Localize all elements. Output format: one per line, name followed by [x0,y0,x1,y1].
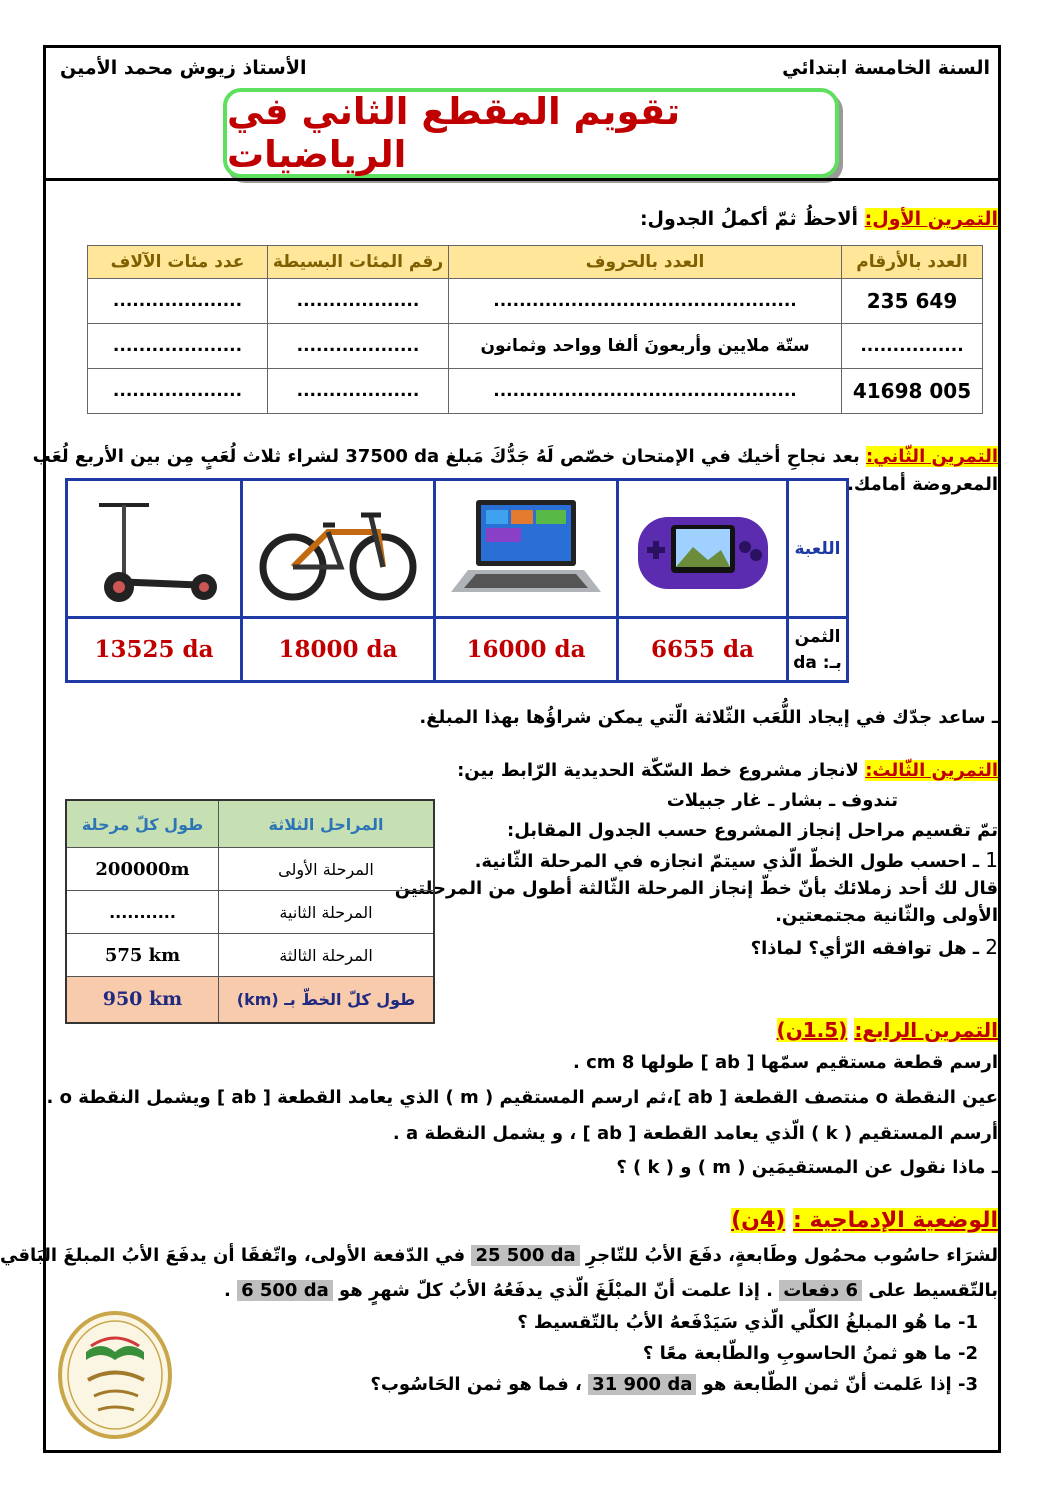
ex3-q2-text: ـ هل توافقه الرّأي؟ لماذا؟ [750,938,979,959]
teacher-name: الأستاذ زيوش محمد الأمين [60,57,307,79]
ex5-line2: بالتّقسيط على 6 دفعات . إذا علمت أنّ المبْلَغَ الّذي يدفَعُهُ الأبُ كلّ شهرٍ هو 6 500 da . [223,1280,998,1301]
title-box [223,88,839,178]
price-scooter: 13525 da [67,618,242,682]
ex3-line5: الأولى والثّانية مجتمعتين. [775,905,998,926]
ex2-label: التمرين الثّاني: [866,446,998,467]
ex3-line3: تمّ تقسيم مراحل إنجاز المشروع حسب الجدول المقابل: [507,820,998,841]
price-laptop: 16000 da [435,618,618,682]
header-divider [43,178,1001,181]
ex2-text1: بعد نجاحِ أخيك في الإمتحان خصّص لَهُ جَدُّكَ مَبلغ [445,446,860,467]
ex1-cell[interactable]: ................... [268,369,449,414]
ex1-cell[interactable]: ................ [842,324,983,369]
ex2-text3: المعروضة أمامك. [847,474,998,495]
ex3-stage: المرحلة الثانية [219,891,435,934]
ex3-total-label: طول كلّ الخطّ بـ (km) [219,977,435,1023]
ex3-line2: تندوف ـ بشار ـ غار جبيلات [666,790,898,811]
ex1-cell[interactable]: .................... [88,369,268,414]
ex5-l2a: بالتّقسيط على [868,1280,998,1301]
ex1-cell: 649 235 [842,279,983,324]
price-bicycle: 18000 da [242,618,435,682]
teacher-seal-logo [56,1310,174,1440]
ex3-header-stage: المراحل الثلاثة [219,800,435,848]
ex5-q1-num: 1- [957,1312,978,1333]
ex3-label: التمرين الثّالث: [865,760,998,781]
ex1-cell: 41698 005 [842,369,983,414]
ex3-table [65,799,435,1024]
ex4-line4: ـ ماذا نقول عن المستقيمَين ( m ) و ( k ) ؟ [616,1157,998,1178]
ex5-q2-num: 2- [957,1343,978,1364]
ex1-header-digits: العدد بالأرقام [842,246,983,279]
price-label-2: بـ: da [793,652,842,673]
ex5-heading [731,1208,998,1233]
ex3-q1-text: ـ احسب طول الخطّ الّذي سيتمّ انجازه في المرحلة الثّانية. [474,851,979,872]
ex1-label: التمرين الأول: [864,208,998,230]
ex5-line1 [0,1245,998,1266]
ex5-amount1: 25 500 da [471,1245,579,1266]
ex5-l1a: لشرَاء حاسُوب محمُول وطَابعةٍ، دفَعَ الأبُ للتّاجرِ [585,1245,998,1266]
ex3-header-length: طول كلّ مرحلة [66,800,219,848]
ex1-table [87,245,983,414]
bicycle-cell [242,480,435,618]
price-game-console: 6655 da [618,618,788,682]
school-level: السنة الخامسة ابتدائي [782,57,990,79]
bicycle-icon [253,487,423,607]
ex1-header-hundreds: رقم المئات البسيطة [268,246,449,279]
page-title: تقويم المقطع الثاني في الرياضيات [227,90,681,176]
ex3-q1-num: 1 [985,848,998,872]
ex3-stage: المرحلة الأولى [219,848,435,891]
game-console-cell [618,480,788,618]
ex5-installments: 6 دفعات [779,1280,862,1301]
ex3-line1 [457,760,998,781]
ex1-cell[interactable]: ................... [268,324,449,369]
ex1-cell[interactable]: .................... [88,324,268,369]
ex1-header-words: العدد بالحروف [449,246,842,279]
ex2-amount: 37500 da [345,446,440,467]
ex5-amount3: 31 900 da [588,1374,696,1395]
ex4-line3: أرسم المستقيم ( k ) الّذي يعامد القطعة [ ab ] ، و يشمل النقطة a . [392,1123,998,1144]
ex4-heading [777,1018,998,1042]
ex5-q3 [370,1374,978,1395]
ex5-points: (4ن) [731,1208,786,1233]
ex3-q2 [751,935,998,959]
ex1-cell[interactable]: ............................................... [449,369,842,414]
ex1-cell[interactable]: ............................................... [449,279,842,324]
ex5-l1b: في الدّفعة الأولى، واتّفقَا أن يدفَعَ الأبُ المبلغَ البَاقي [0,1245,466,1266]
ex4-line1: ارسم قطعة مستقيم سمّها [ ab ] طولها 8 cm . [572,1052,998,1073]
ex1-cell[interactable]: .................... [88,279,268,324]
ex3-q1 [475,848,998,872]
ex1-instruction: ألاحظُ ثمّ أكملُ الجدول: [639,208,858,230]
scooter-cell [67,480,242,618]
ex5-q2-text: ما هو ثمنُ الحاسوبِ والطّابعة معًا ؟ [642,1343,952,1364]
ex5-q3-num: 3- [957,1374,978,1395]
ex3-text1: لانجاز مشروع خط السّكّة الحديدية الرّابط بين: [457,760,859,781]
ex5-q2 [643,1343,978,1364]
ex2-question: ـ ساعد جدّك في إيجاد اللُّعَب الثّلاثة الّتي يمكن شراؤُها بهذا المبلغ. [419,707,998,728]
ex1-header-hundred-thousands: عدد مئات الآلاف [88,246,268,279]
ex2-table [65,478,849,683]
laptop-cell [435,480,618,618]
ex5-q3a: إذا عَلمت أنّ ثمن الطّابعة هو [702,1374,952,1395]
ex3-stage: المرحلة الثالثة [219,934,435,977]
ex3-length: 200000m [66,848,219,891]
ex5-q1 [517,1312,978,1333]
ex4-label: التمرين الرابع: [854,1018,998,1042]
ex4-line2: عين النقطة o منتصف القطعة [ ab ]،ثم ارسم المستقيم ( m ) الذي يعامد القطعة [ ab ] ويشمل النقطة o . [46,1087,998,1108]
scooter-icon [79,487,229,607]
ex1-cell: ستّة ملايين وأربعونَ ألفا وواحد وثمانون [449,324,842,369]
ex3-total: 950 km [66,977,219,1023]
game-label: اللعبة [788,480,848,618]
ex3-length[interactable]: ........... [66,891,219,934]
ex3-line4: قال لك أحد زملائك بأنّ خطّ إنجاز المرحلة الثّالثة أطول من المرحلتين [394,878,998,899]
ex2-line1 [33,446,998,467]
ex5-amount2: 6 500 da [237,1280,333,1301]
game-console-icon [633,492,773,602]
laptop-icon [446,492,606,602]
ex5-q1-text: ما هُو المبلغُ الكلّي الّذي سَيَدْفَعهُ الأبُ بالتّقسيط ؟ [517,1312,952,1333]
ex5-q3b: ، فما هو ثمن الحَاسُوب؟ [370,1374,582,1395]
ex5-label: الوضعية الإدماجية : [793,1208,998,1233]
ex3-q2-num: 2 [985,935,998,959]
price-label-1: الثمن [794,626,841,647]
ex2-text2: لشراء ثلاث لُعَبٍ مِن بين الأربع لُعَب [32,446,339,467]
ex1-heading [640,208,998,230]
ex4-points: (1.5ن) [776,1018,848,1042]
price-label-cell [788,618,848,682]
ex3-length: 575 km [66,934,219,977]
ex5-l2b: . إذا علمت أنّ المبْلَغَ الّذي يدفَعُهُ الأبُ كلّ شهرٍ هو [339,1280,773,1301]
ex1-cell[interactable]: ................... [268,279,449,324]
